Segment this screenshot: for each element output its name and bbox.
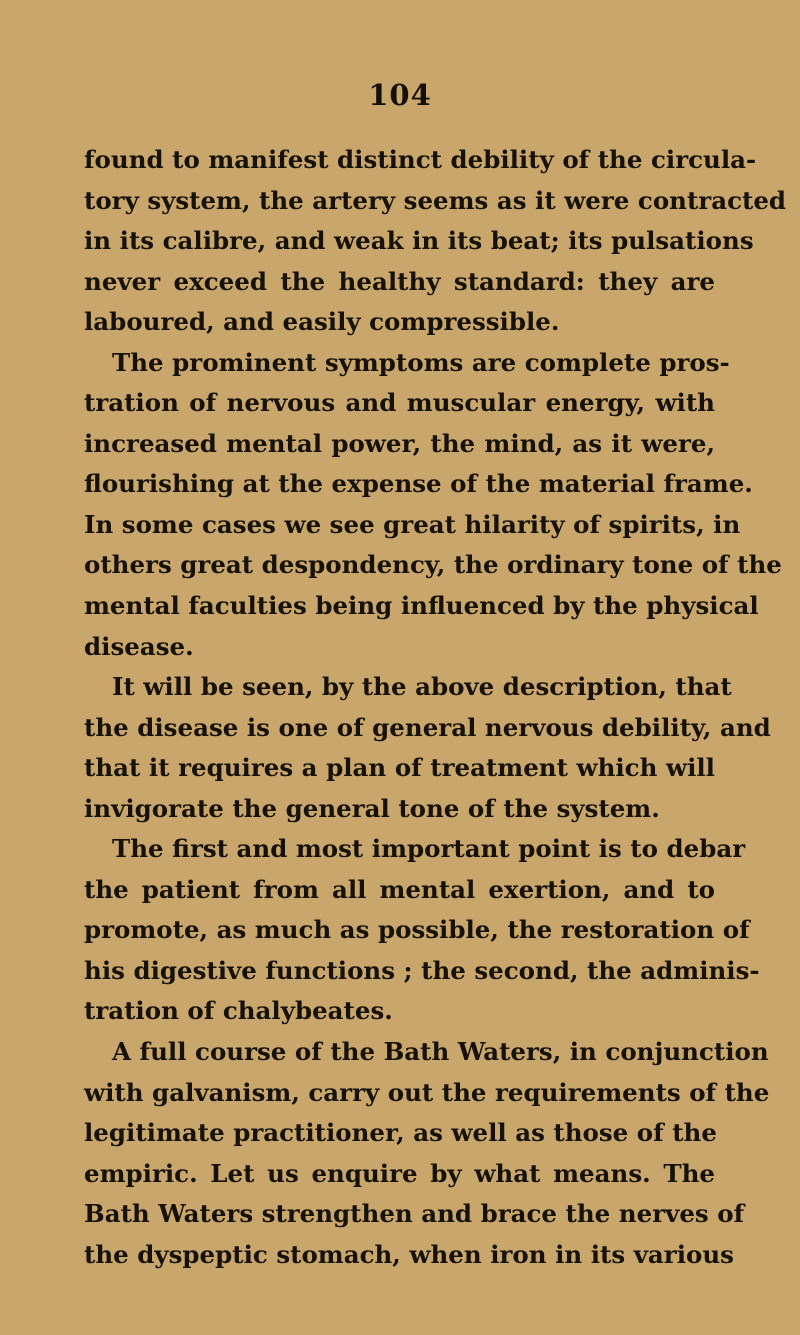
text-line: The first and most important point is to debar <box>112 834 746 864</box>
text-line: found to manifest distinct debility of the circula- <box>84 145 757 174</box>
text-line: It will be seen, by the above description, that <box>112 672 732 702</box>
text-line: tration of nervous and muscular energy, with <box>84 388 715 418</box>
body-text <box>84 140 787 1275</box>
text-line: the disease is one of general nervous debility, and <box>84 712 771 742</box>
text-line: mental faculties being influenced by the physical <box>84 591 759 621</box>
text-line: invigorate the general tone of the system. <box>84 793 660 823</box>
text-line: disease. <box>84 631 194 661</box>
text-line: tration of chalybeates. <box>84 996 393 1026</box>
text-line: laboured, and easily compressible. <box>84 307 560 337</box>
text-line: promote, as much as possible, the restoration of <box>84 915 750 945</box>
text-line: that it requires a plan of treatment which will <box>84 753 715 783</box>
text-line: empiric. Let us enquire by what means. The <box>84 1158 715 1188</box>
text-line: never exceed the healthy standard: they are <box>84 266 715 296</box>
text-line: increased mental power, the mind, as it were, <box>84 428 715 458</box>
text-line: with galvanism, carry out the requirements of the <box>84 1077 770 1107</box>
text-line: In some cases we see great hilarity of spirits, in <box>84 509 741 539</box>
text-line: the dyspeptic stomach, when iron in its various <box>84 1239 734 1269</box>
text-line: legitimate practitioner, as well as those of the <box>84 1118 717 1148</box>
text-line: The prominent symptoms are complete pros- <box>112 347 730 377</box>
text-line: tory system, the artery seems as it were contracted <box>84 185 787 215</box>
text-line: his digestive functions ; the second, the adminis- <box>84 955 760 985</box>
text-line: others great despondency, the ordinary tone of the <box>84 550 782 580</box>
page-number: 104 <box>368 78 432 112</box>
text-line: Bath Waters strengthen and brace the nerves of <box>84 1199 745 1229</box>
text-line: the patient from all mental exertion, and to <box>84 874 715 904</box>
text-line: flourishing at the expense of the material frame. <box>84 469 753 499</box>
text-line: A full course of the Bath Waters, in conjunction <box>112 1037 769 1067</box>
text-line: in its calibre, and weak in its beat; its pulsations <box>84 226 754 256</box>
